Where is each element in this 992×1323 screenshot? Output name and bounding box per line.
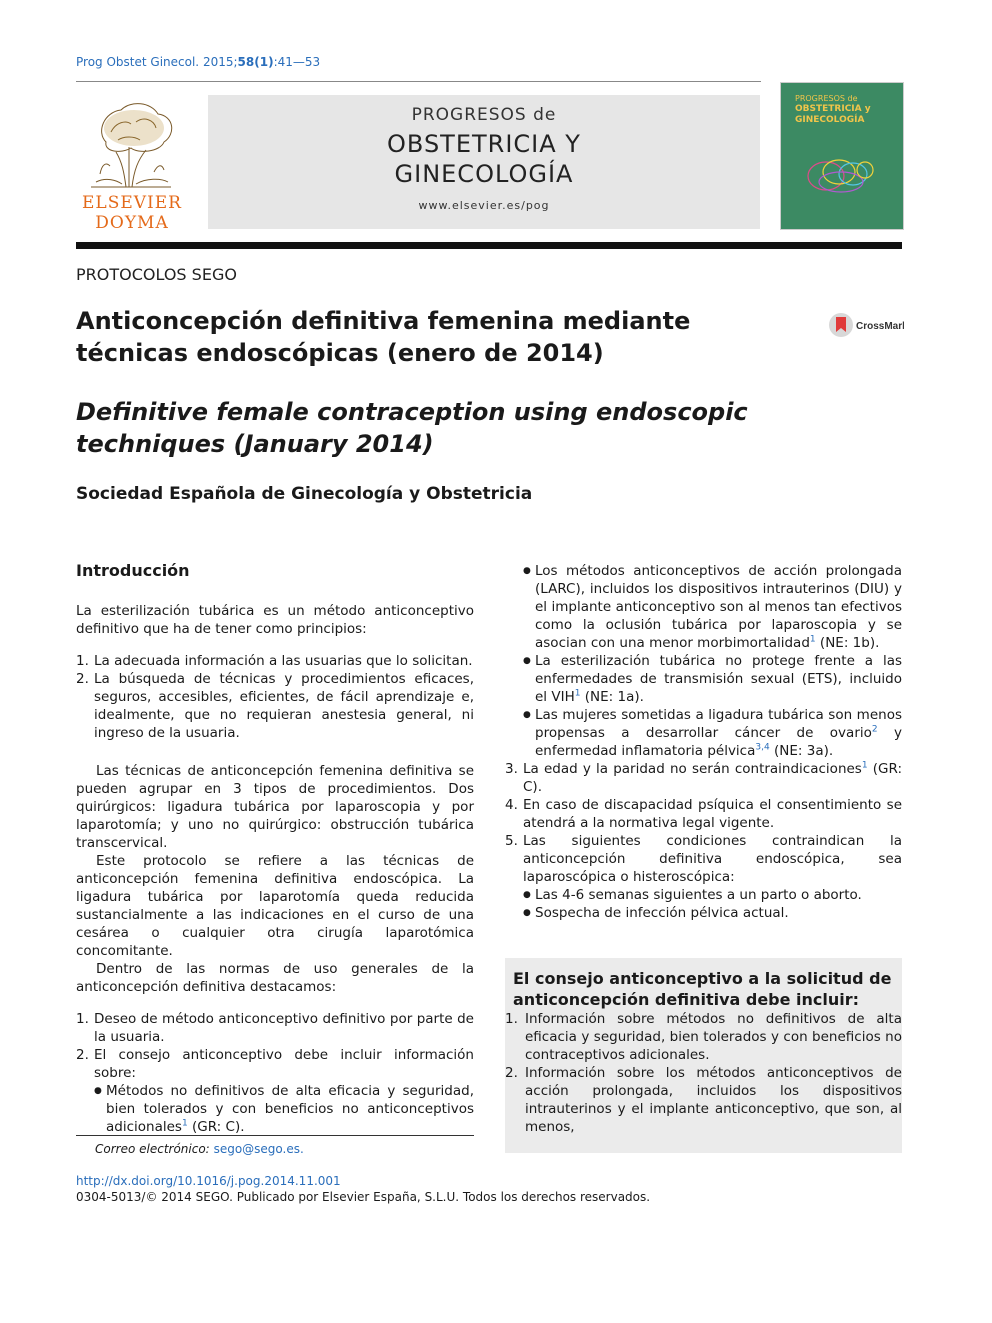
evidence-level: (NE: 1a). (580, 689, 644, 705)
publisher-logo-line1: ELSEVIER (82, 193, 182, 213)
reference-link[interactable]: 1 (181, 1118, 188, 1129)
paragraph-protocol-scope: Este protocolo se refiere a las técnicas de anticoncepción femenina definitiva endoscópica. La ligadura tubárica por laparotomía queda reducida sustancialmente a las indicaciones en el curso de una cesárea o cualquier otra cirugía laparotómica concomitante. (76, 853, 474, 959)
doi-link[interactable]: http://dx.doi.org/10.1016/j.pog.2014.11.001 (76, 1174, 341, 1188)
list-number: 4. (505, 797, 518, 813)
list-item-text: El consejo anticonceptivo debe incluir información sobre: (94, 1047, 474, 1081)
tree-icon (76, 92, 188, 232)
list-item (505, 796, 902, 832)
article-author: Sociedad Española de Ginecología y Obstetricia (76, 484, 533, 504)
footnote-rule (76, 1135, 474, 1136)
section-label: PROTOCOLOS SEGO (76, 265, 237, 284)
section-heading-introduccion: Introducción (76, 561, 190, 580)
masthead-line1: PROGRESOS de (411, 105, 557, 125)
list-item (76, 1010, 474, 1046)
bullet-list (94, 1082, 474, 1136)
list-number: 1. (76, 1011, 89, 1027)
list-item (76, 670, 474, 742)
list-number: 1. (76, 653, 89, 669)
journal-masthead (208, 95, 760, 229)
bullet-item (94, 1082, 474, 1136)
article-title-english: Definitive female contraception using endoscopic techniques (January 2014) (76, 398, 748, 458)
bullet-item: ● Sospecha de infección pélvica actual. (523, 904, 902, 922)
list-number: 2. (505, 1065, 518, 1081)
cover-title-line3: GINECOLOGÍA (795, 115, 865, 125)
paragraph-norms-intro: Dentro de las normas de uso generales de la anticoncepción definitiva destacamos: (76, 961, 474, 995)
reference-link[interactable]: 1 (861, 760, 868, 771)
norms-list-continued (505, 760, 902, 922)
masthead-line3: GINECOLOGÍA (394, 160, 574, 188)
elsevier-doyma-logo (76, 92, 188, 232)
list-item-text: Información sobre métodos no definitivos de alta eficacia y seguridad, bien tolerados y con beneficios no contraceptivos adicionales. (525, 1011, 902, 1063)
cover-title (781, 83, 903, 126)
box-title: El consejo anticonceptivo a la solicitud de anticoncepción definitiva debe incluir: (513, 969, 892, 1009)
evidence-grade: (GR: C). (523, 761, 902, 795)
bullet-list (523, 562, 902, 760)
bullet-item (523, 652, 902, 706)
bullet-item (523, 706, 902, 760)
bullet-text: Los métodos anticonceptivos de acción prolongada (LARC), incluidos los dispositivos intrauterinos (DIU) y el implante anticonceptivo son al menos tan efectivos como la oclusión tubárica por laparoscopia y se asocian con una menor morbimortalidad (535, 563, 902, 651)
email-link[interactable]: sego@sego.es. (213, 1142, 304, 1156)
list-item-text: Información sobre los métodos anticonceptivos de acción prolongada, incluidos los dispositivos intrauterinos y el implante anticonceptivo, que son, al menos, (525, 1065, 902, 1135)
copyright-notice: 0304-5013/© 2014 SEGO. Publicado por Elsevier España, S.L.U. Todos los derechos reservados. (76, 1190, 651, 1204)
box-list (505, 1010, 902, 1136)
journal-abbrev: Prog Obstet Ginecol. (76, 55, 200, 69)
principles-list (76, 652, 474, 742)
list-number: 5. (505, 833, 518, 849)
reference-link[interactable]: 1 (574, 688, 581, 699)
bullet-text: Métodos no definitivos de alta eficacia y seguridad, bien tolerados y con beneficios no anticonceptivos adicionales (106, 1083, 474, 1135)
journal-year: 2015; (202, 55, 238, 69)
bullet-item (523, 562, 902, 652)
cover-title-line1: PROGRESOS de (795, 94, 858, 103)
cover-illustration-icon (781, 126, 903, 226)
cover-title-line2: OBSTETRICIA y (795, 104, 871, 114)
bullet-text: y enfermedad inflamatoria pélvica (535, 725, 903, 759)
journal-cover[interactable] (780, 82, 904, 230)
journal-citation[interactable] (76, 55, 320, 69)
bullet-text: Las mujeres sometidas a ligadura tubárica son menos propensas a desarrollar cáncer de ovario (535, 707, 902, 741)
list-item-text: Deseo de método anticonceptivo definitivo por parte de la usuaria. (94, 1011, 474, 1045)
list-item (505, 1064, 902, 1136)
header-rule (76, 81, 761, 82)
recommendation-box (505, 958, 902, 1153)
reference-link[interactable]: 3,4 (755, 742, 770, 753)
intro-paragraph: La esterilización tubárica es un método anticonceptivo definitivo que ha de tener como principios: (76, 603, 474, 637)
footnote-email-label: Correo electrónico: (95, 1142, 210, 1156)
bullet-text: La esterilización tubárica no protege frente a las enfermedades de transmisión sexual (ETS), incluido el VIH (535, 653, 902, 705)
evidence-level: (NE: 1b). (815, 635, 880, 651)
journal-issue: (1) (254, 55, 274, 69)
article-title-spanish: Anticoncepción definitiva femenina mediante técnicas endoscópicas (enero de 2014) (76, 307, 691, 367)
crossmark-icon (828, 311, 904, 339)
list-number: 2. (76, 671, 89, 687)
reference-link[interactable]: 2 (871, 724, 878, 735)
list-number: 3. (505, 761, 518, 777)
list-item-text: La adecuada información a las usuarias que lo solicitan. (94, 653, 473, 669)
left-column (76, 562, 474, 1142)
header-thick-rule (76, 242, 902, 249)
list-item-text: En caso de discapacidad psíquica el consentimiento se atendrá a la normativa legal vigente. (523, 797, 902, 831)
crossmark-badge[interactable] (828, 311, 904, 339)
bullet-item: ● Las 4-6 semanas siguientes a un parto o aborto. (523, 886, 902, 904)
list-item-text: La edad y la paridad no serán contraindicaciones (523, 761, 862, 777)
list-item-text: Las siguientes condiciones contraindican la anticoncepción definitiva endoscópica, sea laparoscópica o histeroscópica: (523, 833, 902, 885)
right-column (505, 562, 902, 928)
journal-volume: 58 (237, 55, 255, 69)
list-item (505, 832, 902, 922)
list-number: 1. (505, 1011, 518, 1027)
journal-pages: :41—53 (273, 55, 321, 69)
publisher-logo-line2: DOYMA (95, 213, 169, 232)
footnote-email (95, 1142, 304, 1156)
list-item (76, 652, 474, 670)
reference-link[interactable]: 1 (809, 634, 816, 645)
list-number: 2. (76, 1047, 89, 1063)
paragraph-techniques: Las técnicas de anticoncepción femenina definitiva se pueden agrupar en 3 tipos de procedimientos. Dos quirúrgicos: ligadura tubárica por laparoscopia y por laparotomía; y uno no quirúrgico: obstrucción tubárica transcervical. (76, 763, 474, 851)
crossmark-label: CrossMark (856, 321, 904, 332)
evidence-grade: (GR: C). (187, 1119, 245, 1135)
bullet-list (523, 886, 902, 922)
list-item (505, 760, 902, 796)
norms-list (76, 1010, 474, 1136)
list-item-text: La búsqueda de técnicas y procedimientos eficaces, seguros, accesibles, eficientes, de fácil aprendizaje e, idealmente, que no requieran anestesia general, ni ingreso de la usuaria. (94, 671, 474, 741)
masthead-line2: OBSTETRICIA Y (387, 130, 581, 158)
list-item (505, 1010, 902, 1064)
list-item (76, 1046, 474, 1136)
masthead-url[interactable]: www.elsevier.es/pog (418, 199, 550, 212)
evidence-level: (NE: 3a). (769, 743, 834, 759)
